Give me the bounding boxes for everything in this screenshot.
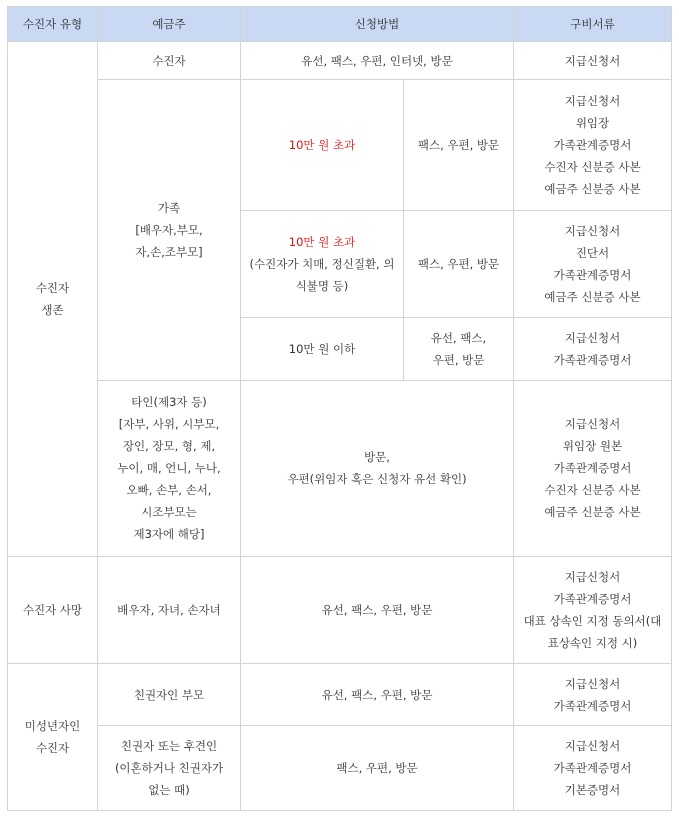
- depositor-guardian: [98, 726, 241, 811]
- doc-item: 가족관계증명서: [553, 591, 632, 606]
- depositor-other-line: 장인, 장모, 형, 제,: [122, 439, 216, 454]
- table-row: [8, 726, 672, 811]
- doc-item: 지급신청서: [564, 569, 621, 584]
- doc-item: 지급신청서: [564, 94, 621, 109]
- doc-item: 지급신청서: [564, 739, 621, 754]
- depositor-other-line: 누이, 매, 언니, 누나,: [117, 461, 221, 476]
- depositor-deceased: 배우자, 자녀, 손자녀: [98, 556, 241, 664]
- patient-type-alive: [8, 42, 98, 557]
- docs-family-over: [514, 80, 672, 211]
- header-method: 신청방법: [241, 7, 514, 42]
- condition-over-dementia-amount: 10만 원 초과: [288, 235, 356, 250]
- doc-item: 대표 상속인 지정 동의서(대: [523, 613, 662, 628]
- depositor-family-line: 자,손,조부모]: [135, 244, 203, 259]
- doc-item: 수진자 신분증 사본: [544, 160, 641, 175]
- docs-guardian: [514, 726, 672, 811]
- method-parent: 유선, 팩스, 우편, 방문: [241, 664, 514, 726]
- doc-item: 위임장 원본: [562, 439, 623, 454]
- method-line: 우편, 방문: [432, 353, 485, 368]
- header-depositor: 예금주: [98, 7, 241, 42]
- depositor-other-line: [자부, 사위, 시부모,: [118, 417, 220, 432]
- method-family-over: 팩스, 우편, 방문: [404, 80, 514, 211]
- patient-type-minor: [8, 664, 98, 811]
- condition-note-line: 식불명 등): [295, 279, 349, 294]
- depositor-guardian-line: (이혼하거나 친권자가: [114, 761, 224, 776]
- method-self: 유선, 팩스, 우편, 인터넷, 방문: [241, 42, 514, 80]
- doc-item: 진단서: [575, 246, 610, 261]
- method-line: 유선, 팩스,: [430, 331, 487, 346]
- method-family-dementia: 팩스, 우편, 방문: [404, 210, 514, 318]
- doc-item: 수진자 신분증 사본: [544, 483, 641, 498]
- header-documents: 구비서류: [514, 7, 672, 42]
- patient-type-deceased: 수진자 사망: [8, 556, 98, 664]
- table-row: [8, 556, 672, 664]
- depositor-self: 수진자: [98, 42, 241, 80]
- docs-family-under: [514, 318, 672, 380]
- patient-type-minor-line: 미성년자인: [24, 719, 81, 734]
- method-guardian: 팩스, 우편, 방문: [241, 726, 514, 811]
- doc-item: 예금주 신분증 사본: [544, 505, 641, 520]
- doc-item: 지급신청서: [564, 417, 621, 432]
- table-row: [8, 380, 672, 556]
- doc-item: 가족관계증명서: [553, 761, 632, 776]
- method-other: [241, 380, 514, 556]
- depositor-other-line: 오빠, 손부, 손서,: [126, 483, 212, 498]
- method-family-under: [404, 318, 514, 380]
- depositor-other-line: 시조부모는: [141, 505, 197, 520]
- doc-item: 표상속인 지정 시): [547, 635, 638, 650]
- table-row: [8, 664, 672, 726]
- condition-over-amount: 10만 원 초과: [288, 138, 356, 153]
- doc-item: 기본증명서: [564, 783, 621, 798]
- doc-item: 지급신청서: [564, 676, 621, 691]
- header-patient-type: 수진자 유형: [8, 7, 98, 42]
- method-line: 방문,: [364, 450, 390, 465]
- condition-under: 10만 원 이하: [241, 318, 404, 380]
- method-line: 우편(위임자 혹은 신청자 유선 확인): [287, 472, 467, 487]
- depositor-family-line: [배우자,부모,: [135, 222, 203, 237]
- doc-item: 지급신청서: [564, 224, 621, 239]
- patient-type-minor-line: 수진자: [35, 741, 70, 756]
- condition-note-line: (수진자가 치매, 정신질환, 의: [249, 257, 395, 272]
- doc-item: 지급신청서: [564, 331, 621, 346]
- depositor-other: [98, 380, 241, 556]
- depositor-family-line: 가족: [157, 200, 181, 215]
- table-row: [8, 42, 672, 80]
- doc-item: 지급신청서: [564, 53, 621, 68]
- doc-item: 가족관계증명서: [553, 461, 632, 476]
- depositor-other-line: 제3자에 해당]: [133, 527, 205, 542]
- doc-item: 예금주 신분증 사본: [544, 290, 641, 305]
- docs-self: [514, 42, 672, 80]
- patient-type-alive-line: 생존: [41, 302, 64, 317]
- docs-parent: [514, 664, 672, 726]
- header-row: [8, 7, 672, 42]
- patient-type-alive-line: 수진자: [35, 280, 70, 295]
- claim-requirements-table: [7, 6, 672, 811]
- depositor-guardian-line: 친권자 또는 후견인: [120, 739, 218, 754]
- docs-family-dementia: [514, 210, 672, 318]
- depositor-family: [98, 80, 241, 381]
- table-row: [8, 80, 672, 211]
- method-deceased: 유선, 팩스, 우편, 방문: [241, 556, 514, 664]
- doc-item: 가족관계증명서: [553, 138, 632, 153]
- docs-deceased: [514, 556, 672, 664]
- doc-item: 예금주 신분증 사본: [544, 182, 641, 197]
- doc-item: 가족관계증명서: [553, 698, 632, 713]
- depositor-guardian-line: 없는 때): [148, 783, 190, 798]
- depositor-parent: 친권자인 부모: [98, 664, 241, 726]
- doc-item: 가족관계증명서: [553, 268, 632, 283]
- depositor-other-line: 타인(제3자 등): [131, 395, 207, 410]
- doc-item: 위임장: [575, 116, 610, 131]
- condition-over-dementia: [241, 210, 404, 318]
- doc-item: 가족관계증명서: [553, 353, 632, 368]
- docs-other: [514, 380, 672, 556]
- condition-over: [241, 80, 404, 211]
